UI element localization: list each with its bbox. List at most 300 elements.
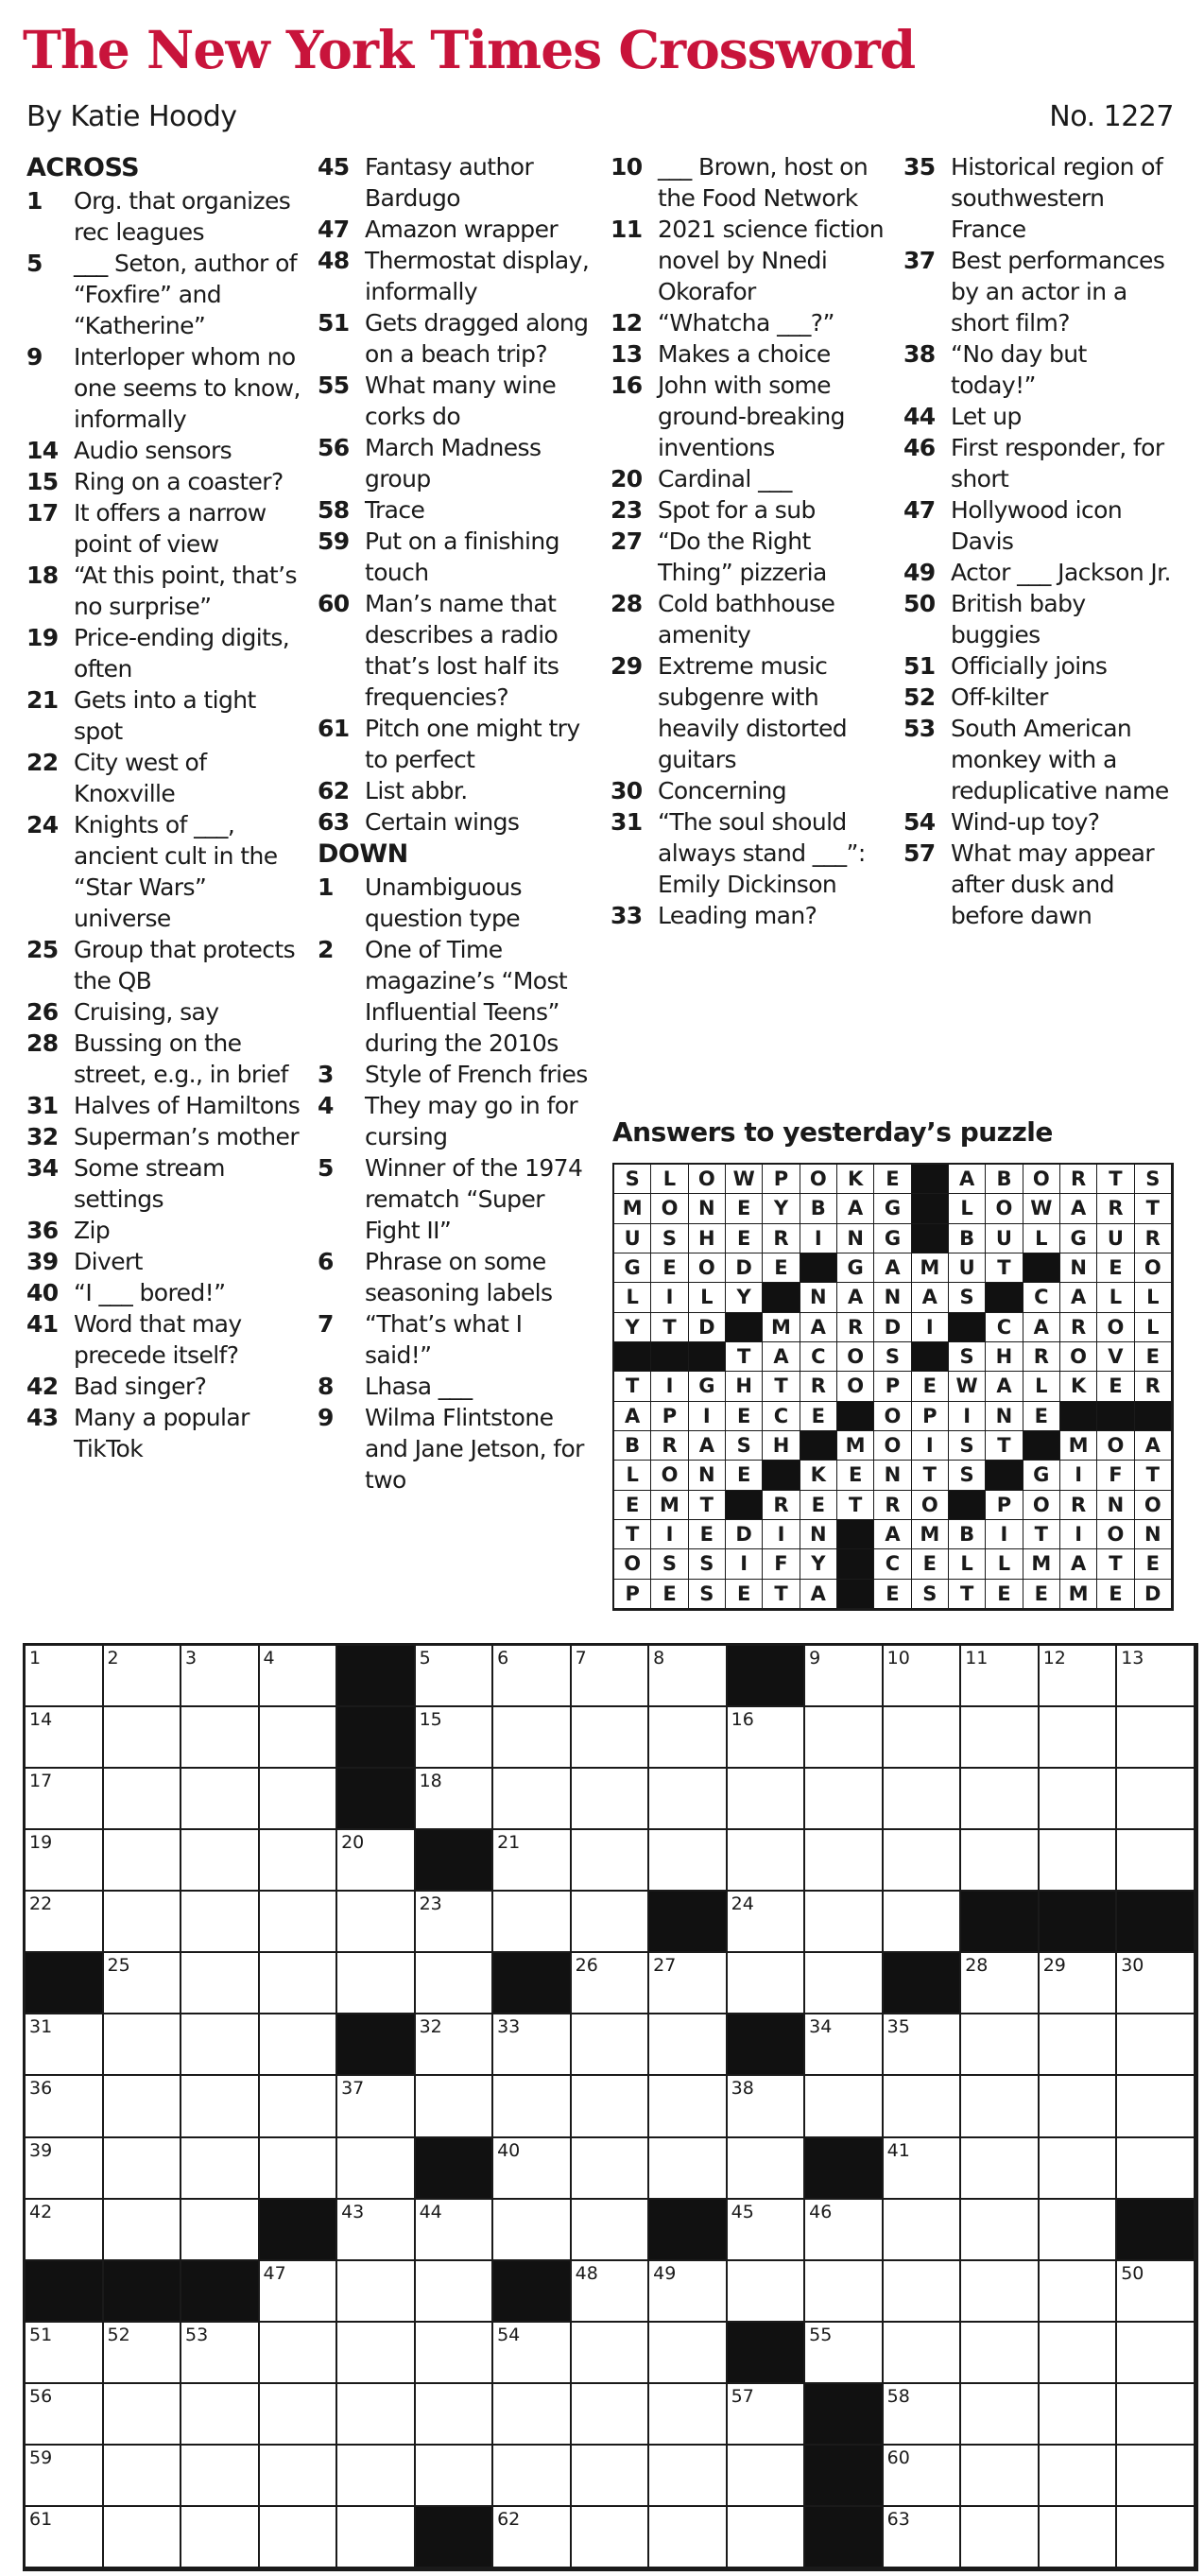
grid-cell[interactable] xyxy=(884,2014,962,2076)
grid-cell[interactable] xyxy=(1040,2200,1118,2261)
grid-cell[interactable] xyxy=(493,2014,572,2076)
grid-cell[interactable] xyxy=(961,2200,1040,2261)
grid-cell[interactable] xyxy=(649,2384,728,2446)
clue-number: 44 xyxy=(903,403,936,430)
clue-number: 19 xyxy=(26,624,59,651)
grid-cell[interactable] xyxy=(337,2507,416,2568)
answer-black-square xyxy=(689,1342,726,1372)
cell-number: 55 xyxy=(809,2324,833,2345)
clue-number: 59 xyxy=(318,527,350,555)
grid-cell[interactable] xyxy=(1117,2507,1195,2568)
grid-cell[interactable] xyxy=(884,1769,962,1830)
clue-text: First responder, for short xyxy=(951,434,1164,493)
grid-cell[interactable] xyxy=(493,1892,572,1953)
grid-cell[interactable] xyxy=(416,1646,494,1707)
clue-text: Gets into a tight spot xyxy=(74,686,256,745)
grid-cell[interactable] xyxy=(104,1707,182,1769)
cell-number: 23 xyxy=(419,1893,442,1915)
grid-cell[interactable] xyxy=(649,1769,728,1830)
grid-cell[interactable] xyxy=(805,1707,884,1769)
cell-number: 44 xyxy=(419,2201,442,2222)
clue-number: 9 xyxy=(26,343,43,371)
clue-number: 53 xyxy=(903,715,936,742)
grid-black-square xyxy=(649,1892,728,1953)
grid-cell[interactable] xyxy=(649,2014,728,2076)
grid-cell[interactable] xyxy=(337,2138,416,2200)
grid-cell[interactable] xyxy=(572,1953,650,2014)
grid-cell[interactable] xyxy=(26,2384,104,2446)
clue-column-4 xyxy=(903,151,1178,931)
grid-cell[interactable] xyxy=(805,2261,884,2323)
clue-number: 35 xyxy=(903,153,936,181)
grid-cell[interactable] xyxy=(572,2076,650,2137)
grid-cell[interactable] xyxy=(961,2014,1040,2076)
clue-text: Some stream settings xyxy=(74,1154,225,1213)
answer-letter: M xyxy=(1060,1431,1097,1461)
grid-cell[interactable] xyxy=(493,2200,572,2261)
grid-cell[interactable] xyxy=(26,2323,104,2384)
grid-cell[interactable] xyxy=(649,1646,728,1707)
answer-letter: O xyxy=(800,1165,837,1194)
grid-cell[interactable] xyxy=(416,2446,494,2507)
grid-cell[interactable] xyxy=(728,2200,806,2261)
grid-cell[interactable] xyxy=(337,1892,416,1953)
grid-cell[interactable] xyxy=(961,1769,1040,1830)
clue-number: 43 xyxy=(26,1404,59,1431)
clue xyxy=(318,1152,592,1246)
answer-letter: M xyxy=(1060,1580,1097,1609)
clue-text: South American monkey with a reduplicative name xyxy=(951,715,1169,804)
grid-cell[interactable] xyxy=(104,2323,182,2384)
grid-cell[interactable] xyxy=(961,2261,1040,2323)
grid-cell[interactable] xyxy=(961,1830,1040,1892)
grid-cell[interactable] xyxy=(493,2138,572,2200)
grid-cell[interactable] xyxy=(884,2323,962,2384)
grid-cell[interactable] xyxy=(26,1769,104,1830)
grid-cell[interactable] xyxy=(181,2076,260,2137)
grid-cell[interactable] xyxy=(884,2446,962,2507)
clue xyxy=(903,432,1178,494)
cell-number: 37 xyxy=(341,2078,365,2100)
grid-cell[interactable] xyxy=(181,2323,260,2384)
cell-number: 45 xyxy=(731,2201,754,2222)
grid-cell[interactable] xyxy=(26,2138,104,2200)
grid-cell[interactable] xyxy=(337,1953,416,2014)
grid-cell[interactable] xyxy=(181,2014,260,2076)
grid-cell[interactable] xyxy=(337,1830,416,1892)
grid-cell[interactable] xyxy=(337,2446,416,2507)
clue-number: 60 xyxy=(318,590,350,617)
clue-text: Actor ___ Jackson Jr. xyxy=(951,559,1171,586)
grid-cell[interactable] xyxy=(649,2138,728,2200)
cell-number: 11 xyxy=(965,1648,989,1668)
grid-cell[interactable] xyxy=(416,1769,494,1830)
grid-cell[interactable] xyxy=(104,1892,182,1953)
grid-cell[interactable] xyxy=(572,2323,650,2384)
grid-cell[interactable] xyxy=(805,2323,884,2384)
grid-cell[interactable] xyxy=(961,2446,1040,2507)
grid-cell[interactable] xyxy=(728,1707,806,1769)
grid-cell[interactable] xyxy=(805,1953,884,2014)
grid-cell[interactable] xyxy=(337,2323,416,2384)
grid-cell[interactable] xyxy=(961,2384,1040,2446)
grid-cell[interactable] xyxy=(416,1707,494,1769)
answer-letter: A xyxy=(1060,1194,1097,1223)
grid-cell[interactable] xyxy=(572,1769,650,1830)
grid-cell[interactable] xyxy=(1040,1953,1118,2014)
clue xyxy=(26,466,301,497)
answer-letter: E xyxy=(726,1402,763,1431)
grid-black-square xyxy=(961,1892,1040,1953)
grid-cell[interactable] xyxy=(728,1892,806,1953)
grid-cell[interactable] xyxy=(961,1646,1040,1707)
grid-black-square xyxy=(337,1646,416,1707)
clue-text: Spot for a sub xyxy=(658,496,816,524)
clue xyxy=(318,151,592,214)
grid-cell[interactable] xyxy=(104,2507,182,2568)
grid-cell[interactable] xyxy=(728,1830,806,1892)
clue-text: Historical region of southwestern France xyxy=(951,153,1163,243)
answer-letter: S xyxy=(874,1342,911,1372)
grid-cell[interactable] xyxy=(260,2384,338,2446)
grid-cell[interactable] xyxy=(104,1646,182,1707)
grid-cell[interactable] xyxy=(260,2323,338,2384)
answer-letter: S xyxy=(1135,1165,1172,1194)
grid-cell[interactable] xyxy=(1040,2507,1118,2568)
grid-cell[interactable] xyxy=(1117,2384,1195,2446)
grid-cell[interactable] xyxy=(26,2014,104,2076)
grid-cell[interactable] xyxy=(104,2076,182,2137)
answer-letter: T xyxy=(614,1372,651,1401)
grid-cell[interactable] xyxy=(181,2446,260,2507)
grid-cell[interactable] xyxy=(884,2076,962,2137)
cell-number: 59 xyxy=(29,2446,53,2468)
cell-number: 1 xyxy=(29,1648,42,1668)
grid-cell[interactable] xyxy=(26,1830,104,1892)
clue xyxy=(318,1246,592,1308)
grid-cell[interactable] xyxy=(961,2076,1040,2137)
puzzle-grid[interactable] xyxy=(23,1643,1198,2571)
grid-cell[interactable] xyxy=(1040,1707,1118,1769)
grid-cell[interactable] xyxy=(260,2014,338,2076)
grid-cell[interactable] xyxy=(493,2323,572,2384)
grid-cell[interactable] xyxy=(1040,1769,1118,1830)
grid-cell[interactable] xyxy=(572,2138,650,2200)
grid-cell[interactable] xyxy=(337,2384,416,2446)
grid-cell[interactable] xyxy=(1040,2076,1118,2137)
answer-letter: R xyxy=(1060,1313,1097,1342)
answers-heading: Answers to yesterday’s puzzle xyxy=(612,1116,1053,1148)
grid-cell[interactable] xyxy=(728,2076,806,2137)
clue-text: “Do the Right Thing” pizzeria xyxy=(658,527,827,586)
grid-cell[interactable] xyxy=(961,1707,1040,1769)
answer-black-square xyxy=(800,1431,837,1461)
grid-cell[interactable] xyxy=(416,2200,494,2261)
answer-letter: E xyxy=(874,1580,911,1609)
answer-letter: N xyxy=(689,1461,726,1490)
grid-cell[interactable] xyxy=(961,2507,1040,2568)
grid-cell[interactable] xyxy=(728,2446,806,2507)
grid-cell[interactable] xyxy=(416,2384,494,2446)
grid-cell[interactable] xyxy=(649,1953,728,2014)
grid-cell[interactable] xyxy=(1040,2323,1118,2384)
grid-cell[interactable] xyxy=(26,1707,104,1769)
clue xyxy=(26,1402,301,1464)
grid-cell[interactable] xyxy=(181,1707,260,1769)
grid-cell[interactable] xyxy=(337,2076,416,2137)
grid-cell[interactable] xyxy=(416,2076,494,2137)
grid-cell[interactable] xyxy=(649,1830,728,1892)
grid-cell[interactable] xyxy=(961,2138,1040,2200)
answer-letter: L xyxy=(651,1165,688,1194)
grid-cell[interactable] xyxy=(181,1830,260,1892)
grid-cell[interactable] xyxy=(260,2076,338,2137)
answer-letter: M xyxy=(763,1313,800,1342)
grid-cell[interactable] xyxy=(181,2138,260,2200)
grid-cell[interactable] xyxy=(260,1830,338,1892)
grid-cell[interactable] xyxy=(493,2384,572,2446)
grid-cell[interactable] xyxy=(104,1953,182,2014)
clue xyxy=(26,1121,301,1152)
grid-cell[interactable] xyxy=(805,2014,884,2076)
answer-letter: O xyxy=(651,1461,688,1490)
clue-text: Bussing on the street, e.g., in brief xyxy=(74,1029,288,1088)
grid-black-square xyxy=(884,1953,962,2014)
grid-cell[interactable] xyxy=(493,1707,572,1769)
grid-cell[interactable] xyxy=(181,2507,260,2568)
grid-cell[interactable] xyxy=(572,2446,650,2507)
grid-cell[interactable] xyxy=(728,2384,806,2446)
answer-letter: B xyxy=(949,1520,986,1549)
grid-cell[interactable] xyxy=(26,2200,104,2261)
grid-cell[interactable] xyxy=(181,1646,260,1707)
clue xyxy=(611,214,885,307)
answer-black-square xyxy=(614,1342,651,1372)
answer-letter: N xyxy=(874,1283,911,1312)
cell-number: 7 xyxy=(575,1648,587,1668)
grid-cell[interactable] xyxy=(493,1646,572,1707)
grid-black-square xyxy=(104,2261,182,2323)
grid-cell[interactable] xyxy=(805,1830,884,1892)
answer-letter: I xyxy=(912,1431,949,1461)
grid-cell[interactable] xyxy=(1040,2384,1118,2446)
answer-black-square xyxy=(912,1342,949,1372)
grid-cell[interactable] xyxy=(1117,1646,1195,1707)
grid-cell[interactable] xyxy=(961,2323,1040,2384)
grid-cell[interactable] xyxy=(181,2384,260,2446)
answer-letter: P xyxy=(763,1165,800,1194)
cell-number: 27 xyxy=(653,1955,677,1977)
grid-cell[interactable] xyxy=(1040,1830,1118,1892)
cell-number: 14 xyxy=(29,1709,53,1731)
grid-cell[interactable] xyxy=(884,2138,962,2200)
clue-text: Off-kilter xyxy=(951,683,1048,711)
grid-cell[interactable] xyxy=(493,2446,572,2507)
grid-cell[interactable] xyxy=(884,1646,962,1707)
clue-text: Bad singer? xyxy=(74,1373,207,1400)
answer-letter: O xyxy=(986,1194,1023,1223)
grid-cell[interactable] xyxy=(1040,2138,1118,2200)
grid-cell[interactable] xyxy=(649,2261,728,2323)
grid-cell[interactable] xyxy=(26,1892,104,1953)
grid-cell[interactable] xyxy=(1117,2323,1195,2384)
grid-cell[interactable] xyxy=(805,2200,884,2261)
grid-cell[interactable] xyxy=(260,2138,338,2200)
clue xyxy=(611,307,885,338)
grid-cell[interactable] xyxy=(337,2261,416,2323)
grid-cell[interactable] xyxy=(1040,2446,1118,2507)
answer-letter: T xyxy=(1023,1520,1060,1549)
grid-cell[interactable] xyxy=(1040,2014,1118,2076)
grid-cell[interactable] xyxy=(181,2200,260,2261)
grid-cell[interactable] xyxy=(493,2507,572,2568)
answer-letter: O xyxy=(1060,1342,1097,1372)
grid-cell[interactable] xyxy=(884,1892,962,1953)
grid-cell[interactable] xyxy=(961,1953,1040,2014)
grid-cell[interactable] xyxy=(416,2323,494,2384)
grid-cell[interactable] xyxy=(1040,1646,1118,1707)
grid-cell[interactable] xyxy=(26,2446,104,2507)
grid-cell[interactable] xyxy=(493,1769,572,1830)
grid-cell[interactable] xyxy=(26,1646,104,1707)
grid-cell[interactable] xyxy=(260,1953,338,2014)
grid-cell[interactable] xyxy=(1040,2261,1118,2323)
grid-cell[interactable] xyxy=(104,1769,182,1830)
grid-cell[interactable] xyxy=(1117,2076,1195,2137)
grid-cell[interactable] xyxy=(1117,2446,1195,2507)
grid-cell[interactable] xyxy=(104,1830,182,1892)
grid-cell[interactable] xyxy=(493,1830,572,1892)
grid-cell[interactable] xyxy=(572,2507,650,2568)
grid-cell[interactable] xyxy=(416,1892,494,1953)
grid-cell[interactable] xyxy=(572,1830,650,1892)
grid-cell[interactable] xyxy=(884,2507,962,2568)
grid-cell[interactable] xyxy=(104,2138,182,2200)
grid-cell[interactable] xyxy=(416,2261,494,2323)
grid-black-square xyxy=(649,2200,728,2261)
grid-cell[interactable] xyxy=(337,2200,416,2261)
answer-black-square xyxy=(1023,1431,1060,1461)
grid-cell[interactable] xyxy=(181,1769,260,1830)
grid-cell[interactable] xyxy=(416,1953,494,2014)
cell-number: 62 xyxy=(497,2508,521,2530)
answer-letter: S xyxy=(949,1461,986,1490)
answer-letter: L xyxy=(1023,1372,1060,1401)
clue-text: “That’s what I said!” xyxy=(365,1310,523,1369)
grid-cell[interactable] xyxy=(493,2076,572,2137)
grid-cell[interactable] xyxy=(1117,1707,1195,1769)
grid-cell[interactable] xyxy=(805,1769,884,1830)
grid-cell[interactable] xyxy=(104,2384,182,2446)
grid-cell[interactable] xyxy=(1117,1769,1195,1830)
grid-cell[interactable] xyxy=(884,2384,962,2446)
grid-cell[interactable] xyxy=(104,2446,182,2507)
answer-letter: A xyxy=(614,1402,651,1431)
cell-number: 61 xyxy=(29,2508,53,2530)
grid-cell[interactable] xyxy=(416,2014,494,2076)
grid-cell[interactable] xyxy=(26,2076,104,2137)
grid-cell[interactable] xyxy=(1117,2261,1195,2323)
grid-cell[interactable] xyxy=(649,2323,728,2384)
answer-letter: T xyxy=(614,1520,651,1549)
grid-cell[interactable] xyxy=(572,2200,650,2261)
grid-cell[interactable] xyxy=(572,1892,650,1953)
grid-cell[interactable] xyxy=(260,1707,338,1769)
grid-cell[interactable] xyxy=(649,2446,728,2507)
cell-number: 36 xyxy=(29,2078,53,2100)
grid-cell[interactable] xyxy=(181,1892,260,1953)
clue-text: Makes a choice xyxy=(658,340,831,368)
answer-letter: I xyxy=(800,1224,837,1253)
grid-cell[interactable] xyxy=(1117,2014,1195,2076)
clue-text: Certain wings xyxy=(365,808,520,836)
grid-cell[interactable] xyxy=(884,1707,962,1769)
grid-black-square xyxy=(416,2507,494,2568)
grid-cell[interactable] xyxy=(1117,1830,1195,1892)
answer-letter: F xyxy=(1097,1461,1134,1490)
grid-cell[interactable] xyxy=(572,2014,650,2076)
grid-cell[interactable] xyxy=(26,2507,104,2568)
grid-cell[interactable] xyxy=(805,2076,884,2137)
grid-cell[interactable] xyxy=(260,2507,338,2568)
grid-cell[interactable] xyxy=(649,2507,728,2568)
grid-cell[interactable] xyxy=(572,1646,650,1707)
grid-cell[interactable] xyxy=(181,1953,260,2014)
grid-cell[interactable] xyxy=(572,2384,650,2446)
grid-cell[interactable] xyxy=(884,2261,962,2323)
grid-cell[interactable] xyxy=(260,2446,338,2507)
grid-cell[interactable] xyxy=(728,2138,806,2200)
clue-number: 51 xyxy=(318,309,350,337)
answer-letter: T xyxy=(1135,1461,1172,1490)
clue xyxy=(903,494,1178,557)
grid-cell[interactable] xyxy=(728,2261,806,2323)
clue xyxy=(318,214,592,245)
grid-cell[interactable] xyxy=(884,1830,962,1892)
grid-cell[interactable] xyxy=(649,2076,728,2137)
grid-cell[interactable] xyxy=(260,1769,338,1830)
grid-cell[interactable] xyxy=(104,2200,182,2261)
grid-cell[interactable] xyxy=(260,1646,338,1707)
grid-cell[interactable] xyxy=(260,1892,338,1953)
clue xyxy=(318,1371,592,1402)
grid-black-square xyxy=(416,2138,494,2200)
clue xyxy=(26,809,301,934)
grid-cell[interactable] xyxy=(728,1953,806,2014)
grid-cell[interactable] xyxy=(805,1892,884,1953)
grid-cell[interactable] xyxy=(1117,1953,1195,2014)
grid-cell[interactable] xyxy=(884,2200,962,2261)
clue-number: 2 xyxy=(318,936,334,963)
grid-cell[interactable] xyxy=(728,2507,806,2568)
grid-cell[interactable] xyxy=(805,1646,884,1707)
clue-text: ___ Brown, host on the Food Network xyxy=(658,153,869,212)
answer-black-square xyxy=(763,1461,800,1490)
grid-cell[interactable] xyxy=(1117,2138,1195,2200)
grid-cell[interactable] xyxy=(104,2014,182,2076)
grid-cell[interactable] xyxy=(572,1707,650,1769)
grid-cell[interactable] xyxy=(649,1707,728,1769)
answer-letter: H xyxy=(726,1372,763,1401)
grid-cell[interactable] xyxy=(728,1769,806,1830)
answer-letter: C xyxy=(874,1549,911,1579)
answer-letter: T xyxy=(986,1431,1023,1461)
clue xyxy=(26,1308,301,1371)
grid-cell[interactable] xyxy=(572,2261,650,2323)
clue-number: 15 xyxy=(26,468,59,495)
clue-number: 10 xyxy=(611,153,643,181)
grid-cell[interactable] xyxy=(260,2261,338,2323)
